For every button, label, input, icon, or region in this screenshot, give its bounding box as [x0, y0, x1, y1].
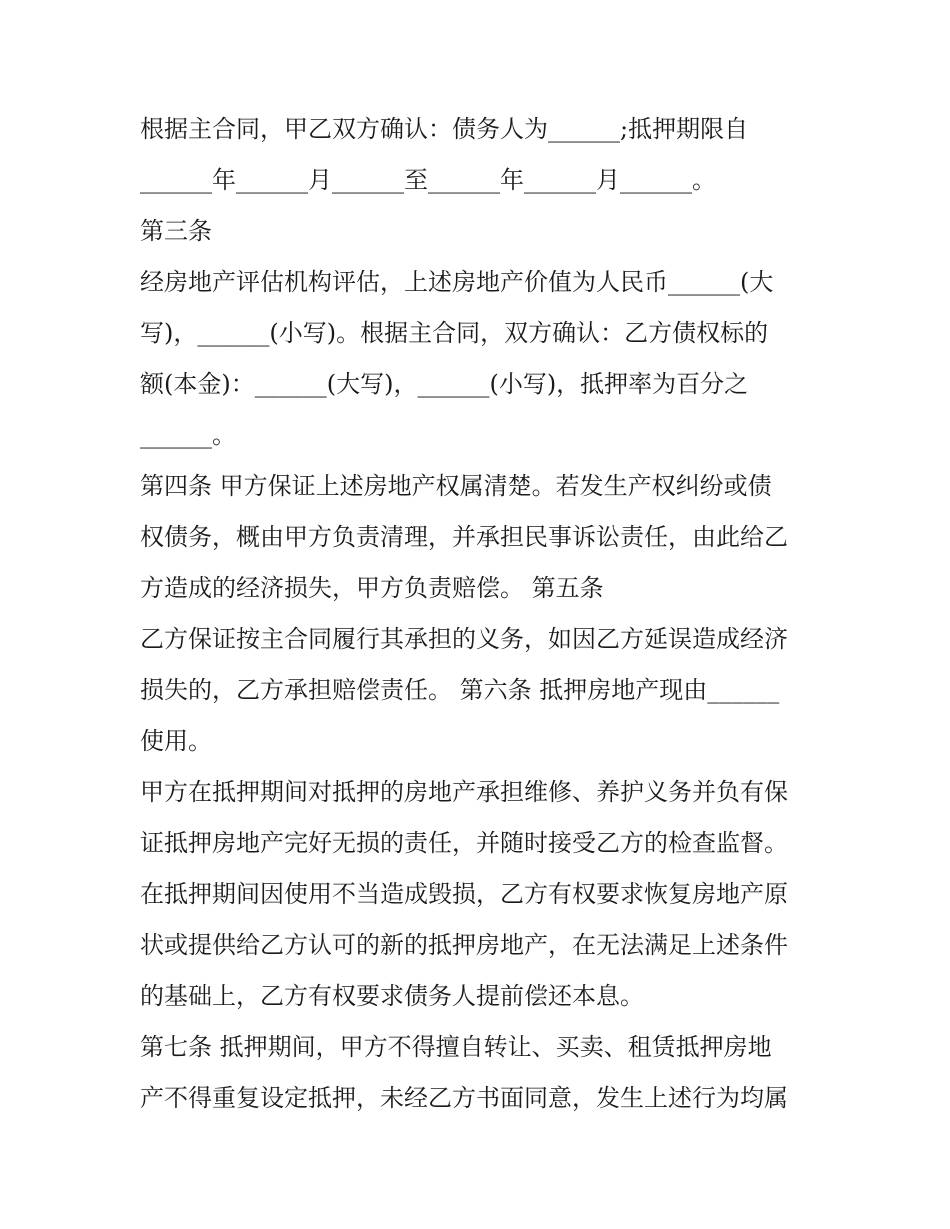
text-line: 权债务，概由甲方负责清理，并承担民事诉讼责任，由此给乙: [140, 523, 788, 551]
text-line: 第四条 甲方保证上述房地产权属清楚。若发生产权纠纷或债: [140, 472, 772, 500]
text-line: 使用。: [140, 727, 212, 755]
document-body: [140, 104, 820, 1124]
text-line: 经房地产评估机构评估，上述房地产价值为人民币______(大: [140, 268, 774, 296]
text-line: 证抵押房地产完好无损的责任，并随时接受乙方的检查监督。: [140, 829, 788, 857]
section-heading: 第三条: [140, 217, 212, 245]
text-line: ______年______月______至______年______月______。: [140, 166, 716, 194]
text-line: 乙方保证按主合同履行其承担的义务，如因乙方延误造成经济: [140, 625, 788, 653]
text-line: 根据主合同，甲乙双方确认：债务人为______;抵押期限自: [140, 115, 749, 143]
text-line: 方造成的经济损失，甲方负责赔偿。 第五条: [140, 574, 604, 602]
text-line: 写)，______(小写)。根据主合同，双方确认：乙方债权标的: [140, 319, 769, 347]
text-line: 额(本金)：______(大写)，______(小写)，抵押率为百分之: [140, 370, 749, 398]
text-line: 第七条 抵押期间，甲方不得擅自转让、买卖、租赁抵押房地: [140, 1033, 772, 1061]
text-line: 产不得重复设定抵押，未经乙方书面同意，发生上述行为均属: [140, 1084, 788, 1112]
text-line: 状或提供给乙方认可的新的抵押房地产，在无法满足上述条件: [140, 931, 788, 959]
text-line: 损失的，乙方承担赔偿责任。 第六条 抵押房地产现由______: [140, 676, 780, 704]
text-line: 在抵押期间因使用不当造成毁损，乙方有权要求恢复房地产原: [140, 880, 788, 908]
text-line: 甲方在抵押期间对抵押的房地产承担维修、养护义务并负有保: [140, 778, 788, 806]
text-line: 的基础上，乙方有权要求债务人提前偿还本息。: [140, 982, 644, 1010]
text-line: ______。: [140, 421, 236, 449]
